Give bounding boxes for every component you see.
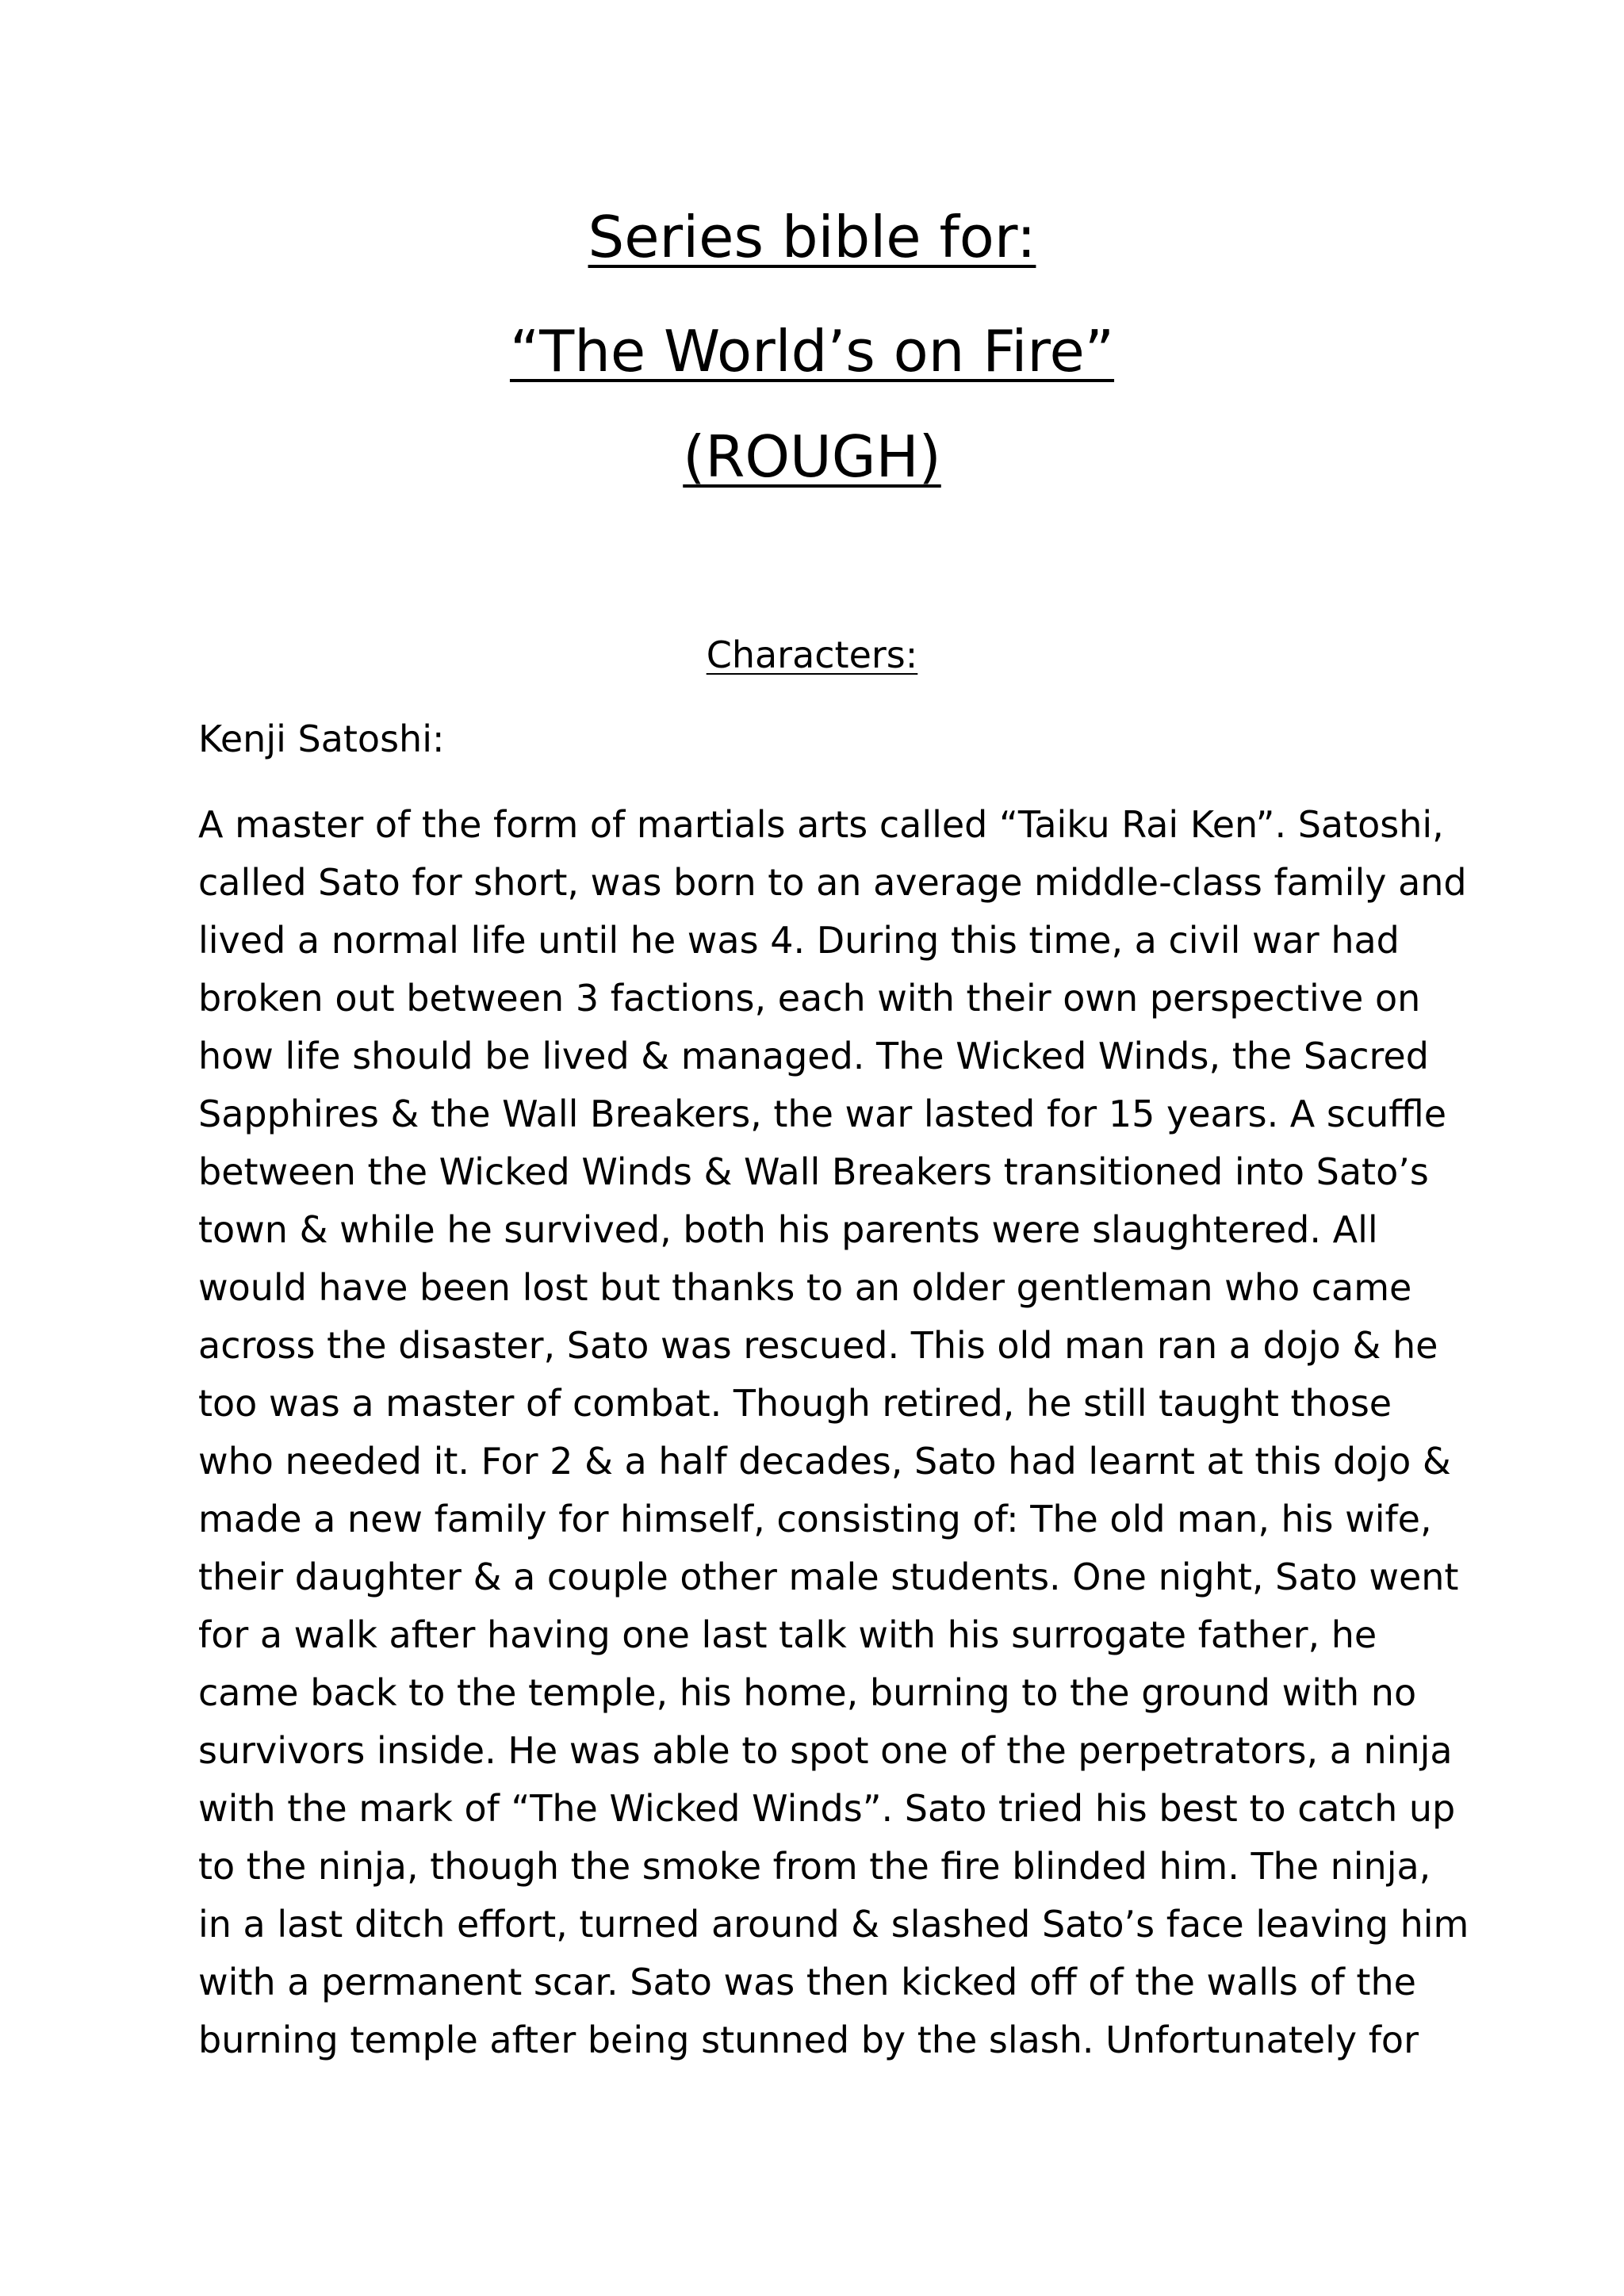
body-line: too was a master of combat. Though retired, he still taught those <box>198 1382 1392 1425</box>
section-heading <box>0 631 1624 679</box>
body-line: A master of the form of martials arts called “Taiku Rai Ken”. Satoshi, <box>198 803 1444 846</box>
body-line: for a walk after having one last talk with his surrogate father, he <box>198 1613 1377 1656</box>
body-line: their daughter & a couple other male students. One night, Sato went <box>198 1556 1459 1598</box>
body-line: lived a normal life until he was 4. During this time, a civil war had <box>198 919 1400 962</box>
body-line: who needed it. For 2 & a half decades, Sato had learnt at this dojo & <box>198 1440 1451 1483</box>
body-line: would have been lost but thanks to an older gentleman who came <box>198 1266 1412 1309</box>
body-line: survivors inside. He was able to spot one of the perpetrators, a ninja <box>198 1729 1453 1772</box>
body-line: came back to the temple, his home, burning to the ground with no <box>198 1671 1417 1714</box>
title-line-2 <box>0 313 1624 389</box>
character-description <box>198 796 1469 2069</box>
body-line: Sapphires & the Wall Breakers, the war lasted for 15 years. A scuffle <box>198 1093 1447 1135</box>
body-line: burning temple after being stunned by the slash. Unfortunately for <box>198 2019 1419 2061</box>
title-line-2-text: “The World’s on Fire” <box>509 318 1115 385</box>
character-name: Kenji Satoshi: <box>198 718 445 760</box>
body-line: to the ninja, though the smoke from the fire blinded him. The ninja, <box>198 1845 1431 1888</box>
title-line-1-text: Series bible for: <box>588 204 1036 270</box>
body-line: between the Wicked Winds & Wall Breakers transitioned into Sato’s <box>198 1150 1429 1193</box>
body-line: with the mark of “The Wicked Winds”. Sato tried his best to catch up <box>198 1787 1456 1830</box>
body-line: in a last ditch effort, turned around & slashed Sato’s face leaving him <box>198 1903 1469 1946</box>
title-line-3-text: (ROUGH) <box>683 423 941 490</box>
body-line: town & while he survived, both his parents were slaughtered. All <box>198 1208 1378 1251</box>
title-line-1 <box>0 199 1624 275</box>
body-line: how life should be lived & managed. The Wicked Winds, the Sacred <box>198 1035 1429 1077</box>
body-line: across the disaster, Sato was rescued. This old man ran a dojo & he <box>198 1324 1438 1367</box>
body-line: made a new family for himself, consisting of: The old man, his wife, <box>198 1498 1432 1540</box>
body-line: broken out between 3 factions, each with their own perspective on <box>198 977 1421 1020</box>
body-line: called Sato for short, was born to an average middle-class family and <box>198 861 1467 904</box>
section-heading-text: Characters: <box>706 633 918 676</box>
title-line-3 <box>0 419 1624 495</box>
body-line: with a permanent scar. Sato was then kicked off of the walls of the <box>198 1961 1416 2003</box>
